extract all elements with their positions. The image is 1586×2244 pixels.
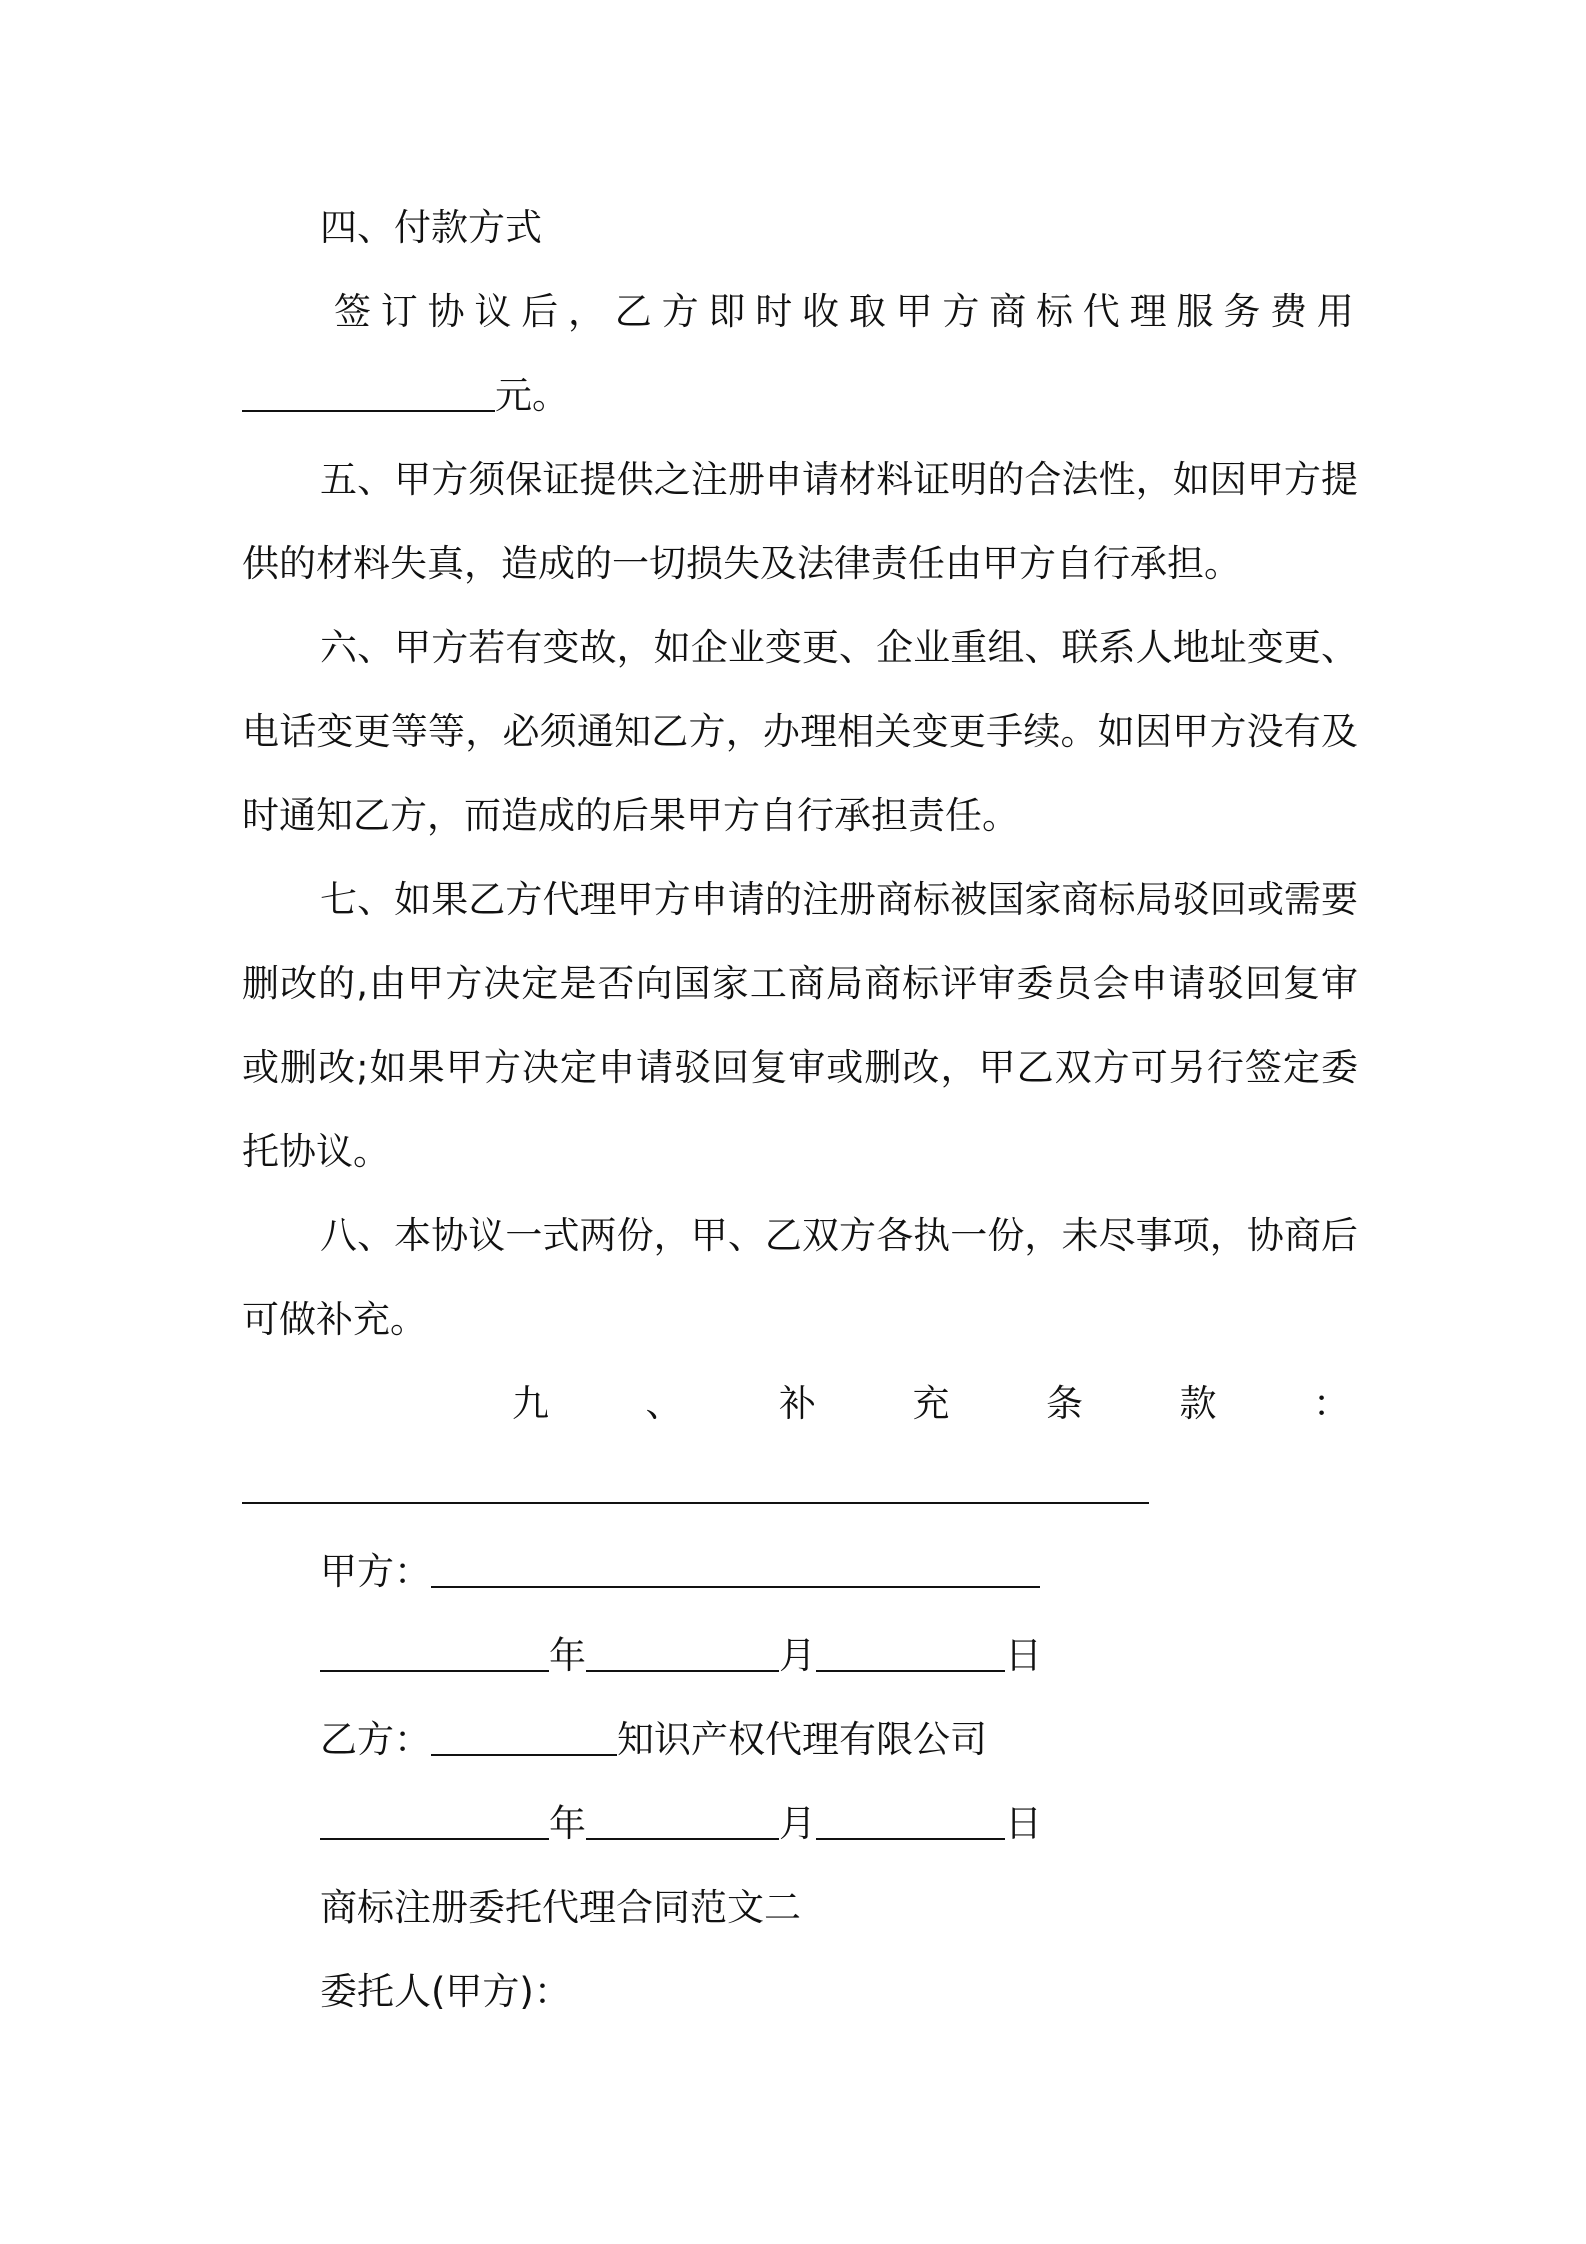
clause-7-line: 或删改;如果甲方决定申请驳回复审或删改，甲乙双方可另行签定委 [242,1046,1358,1089]
day-blank [816,1838,1005,1840]
month-blank [586,1838,779,1840]
clause-5-line: 五、甲方须保证提供之注册申请材料证明的合法性，如因甲方提 [320,458,1358,501]
principal-label: 委托人(甲方)： [320,1970,571,2013]
clause-4-fee-amount-row [242,354,1358,438]
supplementary-terms-row [242,1446,1358,1530]
day-label: 日 [1005,1634,1042,1677]
clause-4-heading: 四、付款方式 [320,206,542,249]
party-b-blank [431,1754,617,1756]
party-a-date-row [320,1614,1358,1698]
day-blank [816,1670,1005,1672]
clause-6-line: 时通知乙方，而造成的后果甲方自行承担责任。 [242,794,1019,837]
fee-unit: 元。 [495,374,569,417]
party-a-blank [431,1586,1040,1588]
clause-7-line: 删改的,由甲方决定是否向国家工商局商标评审委员会申请驳回复审 [242,962,1358,1005]
party-b-company-suffix: 知识产权代理有限公司 [617,1718,987,1761]
fee-amount-blank [242,410,495,412]
party-a-signature-row [320,1530,1358,1614]
supplementary-terms-blank [242,1502,1149,1504]
year-blank [320,1838,549,1840]
day-label: 日 [1005,1802,1042,1845]
clause-9-heading: 九、补充条款： [512,1382,1447,1425]
month-blank [586,1670,779,1672]
party-a-label: 甲方： [320,1550,431,1593]
party-b-signature-row [320,1698,1358,1782]
clause-6-line: 六、甲方若有变故，如企业变更、企业重组、联系人地址变更、 [320,626,1358,669]
clause-6-line: 电话变更等等，必须通知乙方，办理相关变更手续。如因甲方没有及 [242,710,1358,753]
document-body [0,186,1586,2034]
month-label: 月 [779,1802,816,1845]
clause-8-line: 可做补充。 [242,1298,427,1341]
next-template-title: 商标注册委托代理合同范文二 [320,1886,801,1929]
year-blank [320,1670,549,1672]
party-b-date-row [320,1782,1358,1866]
clause-8-line: 八、本协议一式两份，甲、乙双方各执一份，未尽事项，协商后 [320,1214,1358,1257]
clause-5-line: 供的材料失真，造成的一切损失及法律责任由甲方自行承担。 [242,542,1241,585]
clause-4-fee-sentence: 签订协议后，乙方即时收取甲方商标代理服务费用 [334,290,1364,333]
party-b-label: 乙方： [320,1718,431,1761]
year-label: 年 [549,1634,586,1677]
clause-7-line: 托协议。 [242,1130,390,1173]
clause-7-line: 七、如果乙方代理甲方申请的注册商标被国家商标局驳回或需要 [320,878,1358,921]
year-label: 年 [549,1802,586,1845]
month-label: 月 [779,1634,816,1677]
